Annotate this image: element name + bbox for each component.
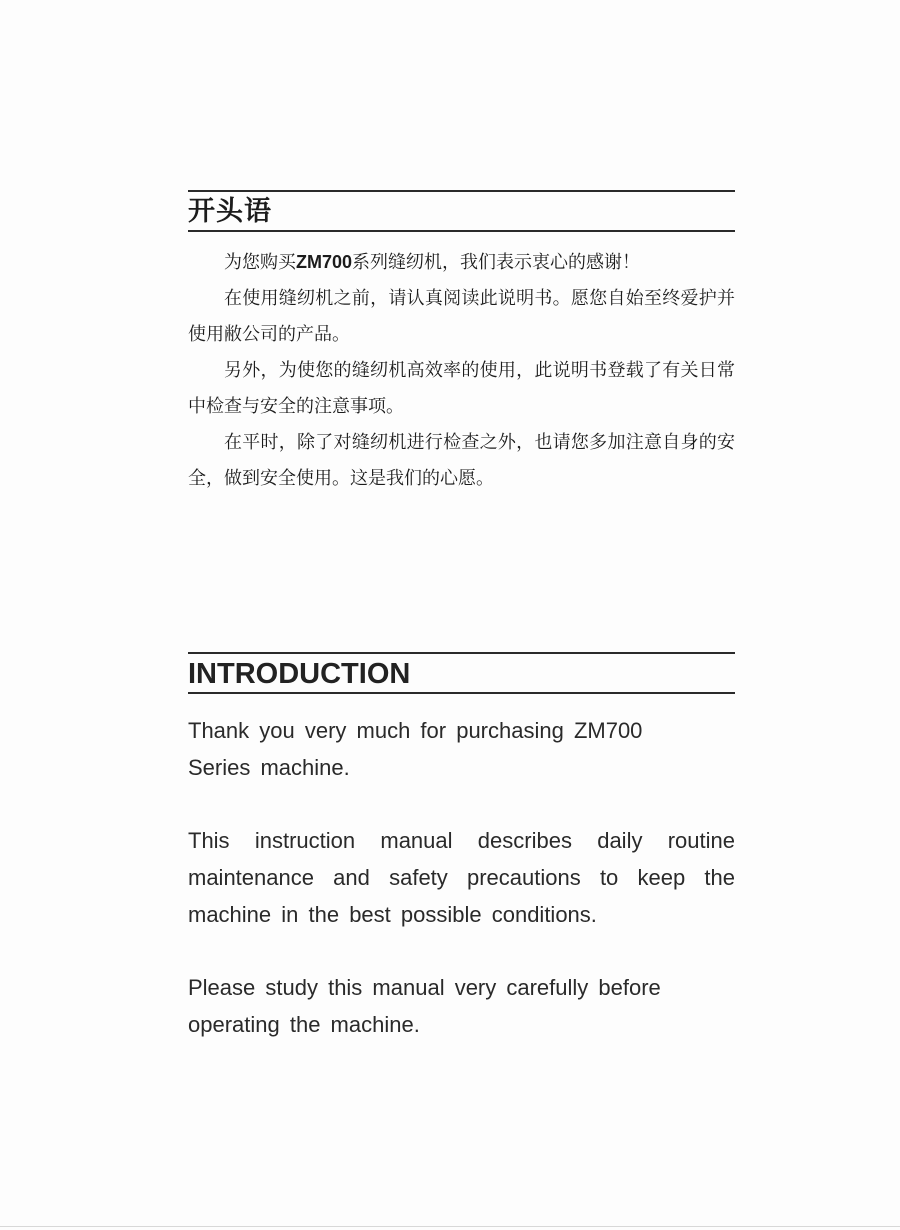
english-paragraph-1: Thank you very much for purchasing ZM700 Series machine.	[188, 718, 643, 780]
chinese-introduction-section	[188, 190, 735, 497]
chinese-paragraph-4: 在平时，除了对缝纫机进行检查之外，也请您多加注意自身的安全，做到安全使用。这是我们的心愿。	[188, 432, 735, 489]
chinese-body	[188, 244, 735, 497]
chinese-paragraph-1-start: 为您购买	[224, 252, 296, 273]
chinese-paragraph-3: 另外，为使您的缝纫机高效率的使用，此说明书登载了有关日常中检查与安全的注意事项。	[188, 360, 735, 417]
scan-edge-line	[0, 1226, 900, 1227]
heading-top-rule	[188, 652, 735, 654]
heading-bottom-rule	[188, 692, 735, 694]
english-paragraph-2: This instruction manual describes daily routine maintenance and safety precautions to keep the machine in the best possible conditions.	[188, 828, 735, 927]
english-body	[188, 712, 735, 1043]
english-introduction-section	[188, 652, 735, 1079]
chinese-paragraph-1	[188, 244, 735, 281]
chinese-paragraph-1-end: 系列缝纫机，我们表示衷心的感谢！	[352, 252, 641, 273]
model-name: ZM700	[296, 252, 353, 272]
english-paragraph-3: Please study this manual very carefully before operating the machine.	[188, 975, 661, 1037]
heading-bottom-rule	[188, 230, 735, 232]
chinese-paragraph-2: 在使用缝纫机之前，请认真阅读此说明书。愿您自始至终爱护并使用敝公司的产品。	[188, 288, 735, 345]
english-heading: INTRODUCTION	[188, 658, 411, 690]
chinese-heading: 开头语	[188, 196, 272, 227]
heading-top-rule	[188, 190, 735, 192]
